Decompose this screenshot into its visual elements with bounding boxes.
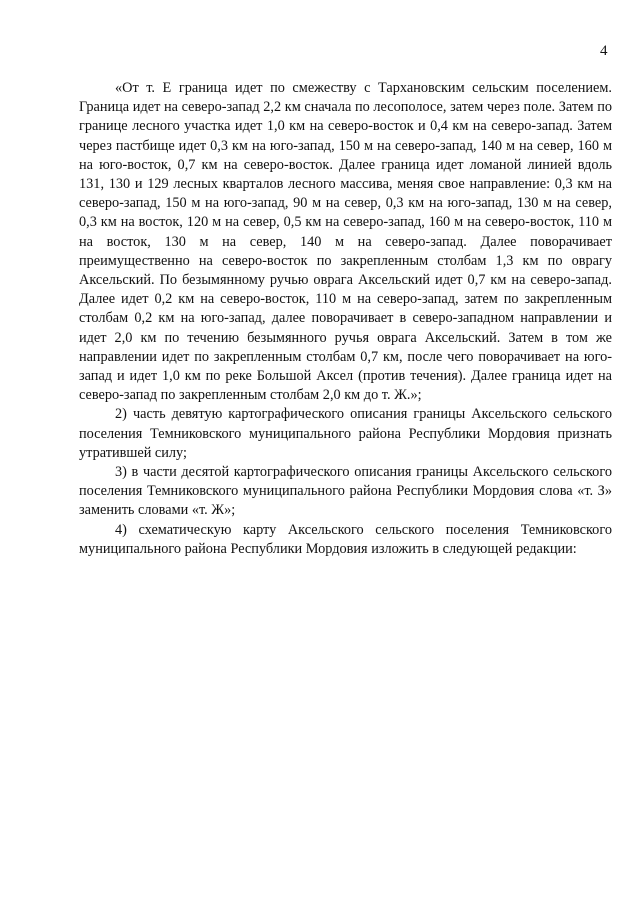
paragraph-item-4: 4) схематическую карту Аксельского сельского поселения Темниковского муниципального района Республики Мордовия изложить в следующей редакции: xyxy=(79,521,612,557)
page-number: 4 xyxy=(600,43,608,59)
paragraph-item-2: 2) часть девятую картографического описания границы Аксельского сельского поселения Темниковского муниципального района Республики Мордовия признать утратившей силу; xyxy=(79,406,612,461)
paragraph-boundary-description: «От т. Е граница идет по смежеству с Тархановским сельским поселением. Граница идет на северо-запад 2,2 км сначала по лесополосе, затем через поле. Затем по границе лесного участка идет 1,0 км на северо-восток и 0,4 км на северо-запад. Затем через пастбище идет 0,3 км на юго-запад, 150 м на северо-запад, 140 м на север, 160 м на юго-восток, 0,7 км на северо-восток. Далее граница идет ломаной линией вдоль 131, 130 и 129 лесных кварталов лесного массива, меняя свое направление: 0,3 км на северо-запад, 150 м на юго-запад, 90 м на север, 0,3 км на юго-запад, 130 м на север, 0,3 км на восток, 120 м на север, 0,5 км на северо-запад, 160 м на северо-восток, 110 м на восток, 130 м на север, 140 м на северо-запад. Далее поворачивает преимущественно на северо-восток по закрепленным столбам 1,3 км по оврагу Аксельский. По безымянному ручью оврага Аксельский идет 0,7 км на северо-запад. Далее идет 0,2 км на северо-восток, 110 м на северо-запад, затем по закрепленным столбам 0,2 км на юго-запад, далее поворачивает в северо-западном направлении и идет 2,0 км по течению безымянного ручья оврага Аксельский. Затем в том же направлении идет по закрепленным столбам 0,7 км, после чего поворачивает на юго-запад и идет 1,0 км по реке Большой Аксел (против течения). Далее граница идет на северо-запад по закрепленным столбам 2,0 км до т. Ж.»; xyxy=(79,80,612,404)
paragraph-item-3: 3) в части десятой картографического описания границы Аксельского сельского поселения Темниковского муниципального района Республики Мордовия слова «т. З» заменить словами «т. Ж»; xyxy=(79,464,612,519)
document-body xyxy=(79,79,612,559)
